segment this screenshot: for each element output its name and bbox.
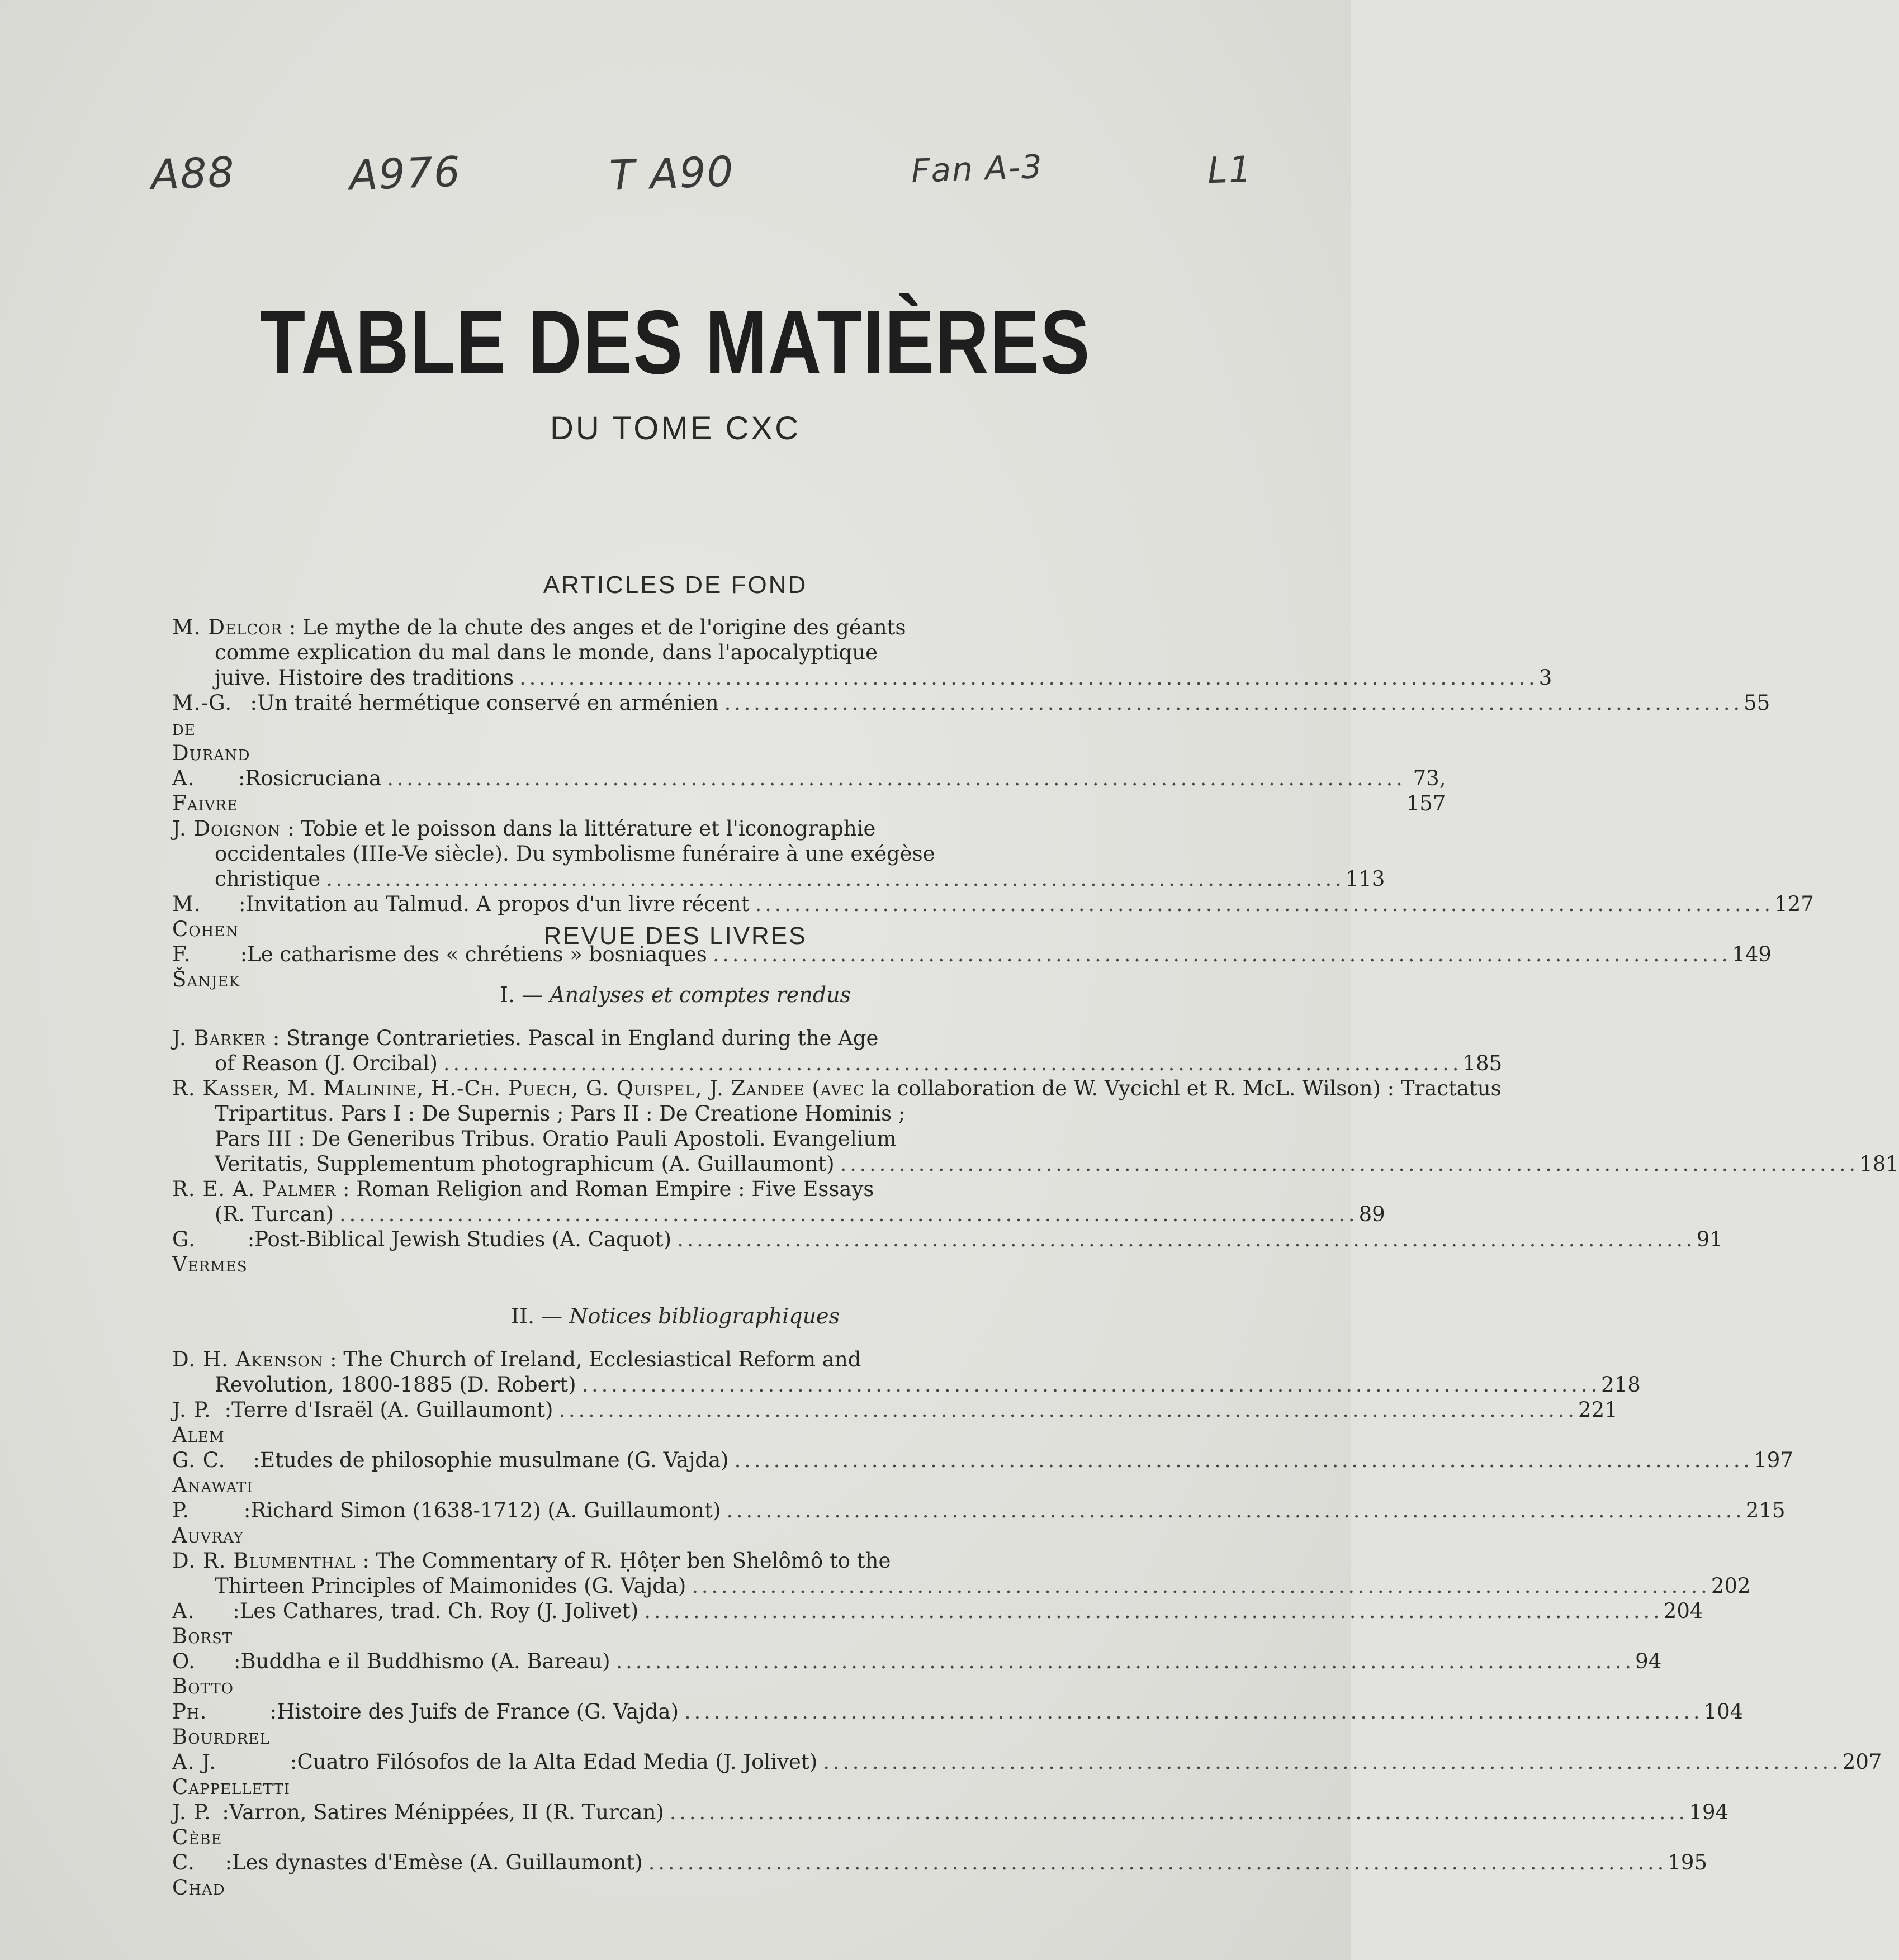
entry-title-line: christique xyxy=(215,867,321,891)
toc-entry: C. Chad : Les dynastes d'Emèse (A. Guillaumont) . . . 195 xyxy=(172,1850,1118,1900)
entry-page-number: 127 xyxy=(1774,892,1814,916)
entry-title-line: Terre d'Israël (A. Guillaumont) xyxy=(231,1398,553,1422)
toc-entry: M. Delcor : Le mythe de la chute des anges et de l'origine des géants comme explication du mal dans le monde, dans l'apocalyptique juive. Histoire des traditions . . . 3 xyxy=(172,615,1118,690)
entry-title-line: la collaboration de W. Vycichl et R. McL. Wilson) : Tractatus xyxy=(871,1076,1502,1100)
dot-leader xyxy=(519,665,1533,690)
entry-title-line: Histoire des Juifs de France (G. Vajda) xyxy=(277,1700,679,1724)
entry-page-number: 104 xyxy=(1703,1700,1744,1724)
entry-author: M.-G. de Durand xyxy=(172,691,250,765)
dot-leader xyxy=(443,1051,1457,1076)
entry-title-line: occidentales (IIIe-Ve siècle). Du symbolisme funéraire à une exégèse xyxy=(215,842,935,866)
notices-list xyxy=(172,1347,1882,1900)
entry-page-number: 197 xyxy=(1754,1448,1793,1472)
dot-leader xyxy=(684,1699,1698,1724)
entry-title-line: Richard Simon (1638-1712) (A. Guillaumont) xyxy=(250,1498,721,1522)
entry-page-number: 55 xyxy=(1744,691,1770,715)
entry-page-number: 181 xyxy=(1859,1152,1899,1176)
dot-leader xyxy=(339,1202,1353,1227)
entry-page-number: 204 xyxy=(1663,1599,1703,1623)
dot-leader xyxy=(726,1498,1740,1523)
page-title: TABLE DES MATIÈRES xyxy=(260,292,1091,393)
entry-author: D. R. Blumenthal xyxy=(172,1549,356,1573)
toc-entry: M. Cohen : Invitation au Talmud. A propos d'un livre récent . . . 127 xyxy=(172,891,1118,942)
entry-title-line: Buddha e il Buddhismo (A. Bareau) xyxy=(240,1649,610,1673)
dot-leader xyxy=(735,1448,1749,1473)
entry-title-line: Le mythe de la chute des anges et de l'origine des géants xyxy=(302,615,906,639)
entry-author: R. E. A. Palmer xyxy=(172,1177,337,1201)
entry-page-number: 73, 157 xyxy=(1406,766,1446,815)
entry-title-line: Veritatis, Supplementum photographicum (A. Guillaumont) xyxy=(215,1152,835,1176)
entry-page-number: 207 xyxy=(1842,1750,1882,1774)
handwritten-note-3: T A90 xyxy=(608,148,735,200)
toc-entry: D. H. Akenson : The Church of Ireland, Ecclesiastical Reform and Revolution, 1800-1885 (D. Robert) . . . 218 xyxy=(172,1347,1118,1397)
toc-entry: F. Šanjek : Le catharisme des « chrétiens » bosniaques . . . 149 xyxy=(172,942,1118,992)
entry-page-number: 185 xyxy=(1462,1051,1503,1075)
handwritten-note-1: A88 xyxy=(150,148,236,200)
dot-leader xyxy=(582,1372,1596,1397)
toc-entry: A. J. Cappelletti : Cuatro Filósofos de la Alta Edad Media (J. Jolivet) . . . 207 xyxy=(172,1749,1118,1800)
entry-author: G. Vermes xyxy=(172,1227,248,1276)
entry-author: J. Barker xyxy=(172,1026,267,1050)
toc-entry: P. Auvray : Richard Simon (1638-1712) (A. Guillaumont) . . . 215 xyxy=(172,1498,1118,1548)
entry-page-number: 202 xyxy=(1711,1574,1751,1598)
entry-title-line: Cuatro Filósofos de la Alta Edad Media (J. Jolivet) xyxy=(297,1750,818,1774)
entry-author: A. J. Cappelletti xyxy=(172,1750,291,1799)
toc-entry: A. Faivre : Rosicruciana . . . 73, 157 xyxy=(172,766,1118,816)
entry-title-line: (R. Turcan) xyxy=(215,1202,334,1226)
entry-title-line: Pars III : De Generibus Tribus. Oratio Pauli Apostoli. Evangelium xyxy=(215,1127,897,1151)
toc-entry: O. Botto : Buddha e il Buddhismo (A. Bareau) . . . 94 xyxy=(172,1649,1118,1699)
entry-title-line: Tripartitus. Pars I : De Supernis ; Pars II : De Creatione Hominis ; xyxy=(215,1102,906,1126)
entry-title-line: Varron, Satires Ménippées, II (R. Turcan) xyxy=(229,1800,664,1824)
analyses-list xyxy=(172,1026,1899,1277)
entry-author: J. P. Alem xyxy=(172,1398,225,1447)
toc-entry xyxy=(172,1076,1899,1176)
entry-title-line: Tobie et le poisson dans la littérature et l'iconographie xyxy=(301,817,876,841)
toc-entry: D. R. Blumenthal : The Commentary of R. Ḥôṭer ben Shelômô to the Thirteen Principles of Maimonides (G. Vajda) . . . 202 xyxy=(172,1548,1118,1598)
entry-author: A. Borst xyxy=(172,1599,233,1648)
entry-page-number: 195 xyxy=(1668,1850,1707,1874)
subsection-heading-analyses: I. — Analyses et comptes rendus xyxy=(499,983,851,1007)
dot-leader xyxy=(840,1151,1854,1176)
toc-entry: J. P. Alem : Terre d'Israël (A. Guillaumont) . . . 221 xyxy=(172,1397,1118,1448)
dot-leader xyxy=(616,1649,1630,1674)
page-subtitle: DU TOME CXC xyxy=(550,410,801,447)
entry-author: C. Chad xyxy=(172,1850,225,1900)
dot-leader xyxy=(755,891,1769,917)
entry-title-line: of Reason (J. Orcibal) xyxy=(215,1051,438,1075)
entry-title-line: Strange Contrarieties. Pascal in England during the Age xyxy=(286,1026,879,1050)
entry-page-number: 113 xyxy=(1345,867,1385,891)
entry-author: M. Delcor xyxy=(172,615,283,639)
entry-title-line: Revolution, 1800-1885 (D. Robert) xyxy=(215,1373,576,1397)
entry-title-line: Thirteen Principles of Maimonides (G. Vajda) xyxy=(215,1574,686,1598)
entry-author: Ph. Bourdrel xyxy=(172,1700,270,1749)
entry-author: M. Cohen xyxy=(172,892,239,941)
dot-leader xyxy=(326,866,1340,891)
dot-leader xyxy=(677,1227,1691,1252)
entry-title-line: Etudes de philosophie musulmane (G. Vajda) xyxy=(260,1448,729,1472)
entry-author: G. C. Anawati xyxy=(172,1448,253,1497)
entry-page-number: 149 xyxy=(1732,942,1772,966)
dot-leader xyxy=(724,690,1739,715)
entry-author: P. Auvray xyxy=(172,1498,244,1548)
dot-leader xyxy=(648,1850,1663,1875)
handwritten-note-4: Fan A-3 xyxy=(910,147,1044,191)
toc-entry: G. Vermes : Post-Biblical Jewish Studies (A. Caquot) . . . 91 xyxy=(172,1227,1118,1277)
entry-title-line: Roman Religion and Roman Empire : Five Essays xyxy=(356,1177,874,1201)
entry-author: R. Kasser, M. Malinine, H.-Ch. Puech, G. Quispel, J. Zandee (avec xyxy=(172,1076,865,1100)
entry-page-number: 218 xyxy=(1601,1373,1641,1397)
toc-entry: J. Doignon : Tobie et le poisson dans la littérature et l'iconographie occidentales (IIIe-Ve siècle). Du symbolisme funéraire à une exégèse christique . . . 113 xyxy=(172,816,1118,891)
entry-page-number: 89 xyxy=(1358,1202,1385,1226)
entry-page-number: 91 xyxy=(1696,1227,1723,1251)
toc-entry: M.-G. de Durand : Un traité hermétique conservé en arménien . . . 55 xyxy=(172,690,1118,766)
dot-leader xyxy=(823,1749,1837,1774)
entry-page-number: 221 xyxy=(1578,1398,1618,1422)
entry-page-number: 3 xyxy=(1538,666,1552,690)
toc-entry: R. E. A. Palmer : Roman Religion and Roman Empire : Five Essays (R. Turcan) . . . 89 xyxy=(172,1176,1118,1227)
dot-leader xyxy=(558,1397,1573,1422)
handwritten-note-5: L1 xyxy=(1206,149,1253,192)
entry-title-line: Les Cathares, trad. Ch. Roy (J. Jolivet) xyxy=(239,1599,639,1623)
subsection-heading-notices: II. — Notices bibliographiques xyxy=(510,1304,840,1328)
entry-title-line: comme explication du mal dans le monde, dans l'apocalyptique xyxy=(215,640,878,665)
entry-title-line: Rosicruciana xyxy=(245,766,382,790)
entry-page-number: 215 xyxy=(1745,1498,1786,1522)
entry-title-line: Post-Biblical Jewish Studies (A. Caquot) xyxy=(254,1227,672,1251)
entry-title-line: Invitation au Talmud. A propos d'un livre récent xyxy=(245,892,750,916)
dot-leader xyxy=(644,1598,1658,1624)
entry-title-line: Un traité hermétique conservé en arménien xyxy=(257,691,719,715)
entry-title-line: Les dynastes d'Emèse (A. Guillaumont) xyxy=(232,1850,643,1874)
entry-title-line: The Commentary of R. Ḥôṭer ben Shelômô to the xyxy=(376,1549,891,1573)
entry-author: A. Faivre xyxy=(172,766,239,815)
section-heading-articles: ARTICLES DE FOND xyxy=(543,571,808,599)
dot-leader xyxy=(692,1573,1706,1598)
toc-entry: A. Borst : Les Cathares, trad. Ch. Roy (J. Jolivet) . . . 204 xyxy=(172,1598,1118,1649)
entry-author: F. Šanjek xyxy=(172,942,240,991)
entry-author: O. Botto xyxy=(172,1649,234,1698)
toc-entry: J. P. Cèbe : Varron, Satires Ménippées, II (R. Turcan) . . . 194 xyxy=(172,1800,1118,1850)
toc-entry: J. Barker : Strange Contrarieties. Pascal in England during the Age of Reason (J. Orcibal) . . . 185 xyxy=(172,1026,1118,1076)
entry-title-line: Le catharisme des « chrétiens » bosniaques xyxy=(247,942,707,966)
dot-leader xyxy=(670,1800,1684,1825)
entry-title-line: juive. Histoire des traditions xyxy=(215,666,514,690)
toc-entry: Ph. Bourdrel : Histoire des Juifs de France (G. Vajda) . . . 104 xyxy=(172,1699,1118,1749)
handwritten-note-2: A976 xyxy=(348,148,462,200)
entry-page-number: 94 xyxy=(1635,1649,1662,1673)
entry-author: D. H. Akenson xyxy=(172,1347,324,1371)
entry-page-number: 194 xyxy=(1689,1800,1729,1824)
toc-entry: G. C. Anawati : Etudes de philosophie musulmane (G. Vajda) . . . 197 xyxy=(172,1448,1118,1498)
entry-author: J. P. Cèbe xyxy=(172,1800,222,1849)
section-heading-revue: REVUE DES LIVRES xyxy=(543,922,807,950)
dot-leader xyxy=(387,766,1401,791)
entry-title-line: The Church of Ireland, Ecclesiastical Reform and xyxy=(343,1347,861,1371)
entry-author: J. Doignon xyxy=(172,817,281,841)
